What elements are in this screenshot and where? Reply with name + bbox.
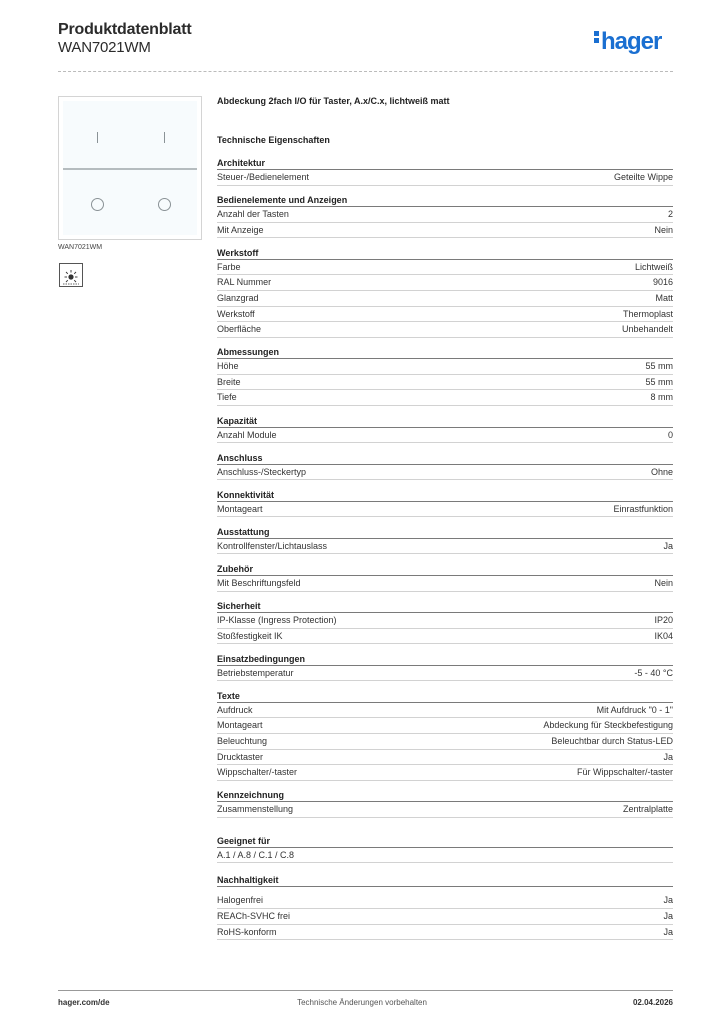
logo-text: hager bbox=[601, 28, 662, 55]
spec-label: Stoßfestigkeit IK bbox=[217, 630, 283, 641]
spec-section bbox=[217, 157, 673, 186]
spec-label: Tiefe bbox=[217, 392, 237, 403]
spec-value: Matt bbox=[655, 292, 673, 303]
spec-row bbox=[217, 750, 673, 766]
spec-label: Farbe bbox=[217, 261, 241, 272]
spec-section bbox=[217, 489, 673, 518]
spec-value: Lichtweiß bbox=[634, 261, 673, 272]
spec-value: Beleuchtbar durch Status-LED bbox=[551, 735, 673, 746]
spec-value: IK04 bbox=[654, 630, 673, 641]
section-heading: Texte bbox=[217, 690, 673, 703]
spec-section bbox=[217, 563, 673, 592]
spec-section bbox=[217, 247, 673, 338]
section-heading: Architektur bbox=[217, 157, 673, 170]
spec-label: Mit Anzeige bbox=[217, 224, 264, 235]
spec-label: Zusammenstellung bbox=[217, 804, 294, 815]
spec-label: Montageart bbox=[217, 720, 263, 731]
spec-value: Für Wippschalter/-taster bbox=[576, 767, 673, 778]
spec-value: Ja bbox=[663, 911, 673, 922]
page-title: Produktdatenblatt bbox=[58, 21, 192, 38]
spec-row bbox=[217, 539, 673, 555]
rocker-split-icon bbox=[63, 168, 197, 170]
spec-label: Werkstoff bbox=[217, 308, 255, 319]
spec-row bbox=[217, 666, 673, 682]
spec-row bbox=[217, 734, 673, 750]
spec-value: Geteilte Wippe bbox=[613, 172, 673, 182]
spec-row bbox=[217, 322, 673, 338]
product-code: WAN7021WM bbox=[58, 39, 151, 56]
spec-value: -5 - 40 °C bbox=[634, 667, 673, 678]
spec-section bbox=[217, 526, 673, 555]
spec-label: RoHS-konform bbox=[217, 926, 277, 937]
spec-value: Ja bbox=[663, 926, 673, 937]
section-heading: Kennzeichnung bbox=[217, 789, 673, 802]
spec-row bbox=[217, 170, 673, 186]
spec-row bbox=[217, 848, 673, 864]
sun-light-icon bbox=[59, 263, 83, 287]
section-heading: Bedienelemente und Anzeigen bbox=[217, 194, 673, 207]
spec-row bbox=[217, 613, 673, 629]
spec-label: Glanzgrad bbox=[217, 292, 259, 303]
spec-label: Steuer-/Bedienelement bbox=[217, 172, 310, 182]
section-heading: Nachhaltigkeit bbox=[217, 874, 673, 887]
spec-value: Nein bbox=[654, 224, 673, 235]
section-heading: Sicherheit bbox=[217, 600, 673, 613]
spec-value: IP20 bbox=[654, 615, 673, 625]
spec-label: Mit Beschriftungsfeld bbox=[217, 577, 301, 588]
spec-label: Betriebstemperatur bbox=[217, 667, 294, 678]
spec-row bbox=[217, 576, 673, 592]
spec-value: Unbehandelt bbox=[621, 324, 673, 335]
spec-value: 55 mm bbox=[645, 361, 673, 372]
spec-row bbox=[217, 275, 673, 291]
spec-label: Anschluss-/Steckertyp bbox=[217, 466, 307, 477]
spec-content bbox=[217, 96, 673, 940]
spec-row bbox=[217, 629, 673, 645]
rocker-symbol-left-icon bbox=[97, 132, 98, 143]
spec-row bbox=[217, 207, 673, 223]
spec-row bbox=[217, 375, 673, 391]
section-heading: Werkstoff bbox=[217, 247, 673, 260]
spec-row bbox=[217, 925, 673, 941]
spec-row bbox=[217, 802, 673, 818]
section-heading: Kapazität bbox=[217, 415, 673, 428]
spec-value: Nein bbox=[654, 577, 673, 588]
spec-label: Kontrollfenster/Lichtauslass bbox=[217, 540, 328, 551]
spec-label: Wippschalter/-taster bbox=[217, 767, 298, 778]
spec-value: Ja bbox=[663, 751, 673, 762]
spec-label: Drucktaster bbox=[217, 751, 264, 762]
section-heading: Anschluss bbox=[217, 452, 673, 465]
spec-label: Höhe bbox=[217, 361, 239, 372]
footer-website: hager.com/de bbox=[58, 998, 110, 1007]
spec-row bbox=[217, 465, 673, 481]
spec-label: Anzahl der Tasten bbox=[217, 209, 289, 220]
logo-colon-icon bbox=[594, 29, 599, 45]
spec-value: Abdeckung für Steckbefestigung bbox=[543, 720, 673, 731]
spec-value: Ja bbox=[663, 540, 673, 551]
section-heading: Abmessungen bbox=[217, 346, 673, 359]
spec-value: Ja bbox=[663, 895, 673, 906]
spec-row bbox=[217, 428, 673, 444]
spec-section bbox=[217, 415, 673, 444]
section-heading: Zubehör bbox=[217, 563, 673, 576]
spec-row bbox=[217, 359, 673, 375]
tech-heading: Technische Eigenschaften bbox=[217, 135, 330, 145]
footer-note: Technische Änderungen vorbehalten bbox=[297, 998, 427, 1007]
spec-row bbox=[217, 703, 673, 719]
spec-row bbox=[217, 893, 673, 909]
product-image bbox=[58, 96, 202, 240]
spec-label: Oberfläche bbox=[217, 324, 262, 335]
spec-row bbox=[217, 502, 673, 518]
spec-row bbox=[217, 223, 673, 239]
spec-label: Montageart bbox=[217, 503, 263, 514]
spec-row bbox=[217, 390, 673, 406]
spec-value: 55 mm bbox=[645, 376, 673, 387]
hager-logo bbox=[594, 28, 661, 56]
section-heading: Geeignet für bbox=[217, 835, 673, 848]
section-heading: Einsatzbedingungen bbox=[217, 653, 673, 666]
spec-row bbox=[217, 260, 673, 276]
spec-row bbox=[217, 909, 673, 925]
spec-value: Ohne bbox=[650, 466, 673, 477]
spec-value: 2 bbox=[667, 209, 673, 220]
header-divider bbox=[58, 71, 673, 72]
section-heading: Konnektivität bbox=[217, 489, 673, 502]
led-window-right-icon bbox=[158, 198, 171, 211]
spec-label: Anzahl Module bbox=[217, 429, 277, 440]
spec-row bbox=[217, 765, 673, 781]
spec-section bbox=[217, 653, 673, 682]
suitable-value: A.1 / A.8 / C.1 / C.8 bbox=[217, 849, 295, 860]
spec-section bbox=[217, 789, 673, 818]
spec-row bbox=[217, 307, 673, 323]
footer-date: 02.04.2026 bbox=[632, 998, 673, 1007]
spec-label: Aufdruck bbox=[217, 704, 253, 715]
spec-section bbox=[217, 452, 673, 481]
spec-value: Zentralplatte bbox=[622, 804, 673, 815]
spec-label: Halogenfrei bbox=[217, 895, 264, 906]
footer-divider bbox=[58, 990, 673, 991]
spec-row bbox=[217, 718, 673, 734]
spec-value: 0 bbox=[667, 429, 673, 440]
spec-label: REACh-SVHC frei bbox=[217, 911, 291, 922]
spec-value: 9016 bbox=[652, 277, 673, 288]
spec-label: Beleuchtung bbox=[217, 735, 268, 746]
spec-section bbox=[217, 600, 673, 644]
led-window-left-icon bbox=[91, 198, 104, 211]
rocker-symbol-right-icon bbox=[164, 132, 165, 143]
spec-label: Breite bbox=[217, 376, 241, 387]
suitable-section bbox=[217, 835, 673, 864]
spec-section bbox=[217, 346, 673, 406]
spec-section bbox=[217, 690, 673, 781]
image-caption: WAN7021WM bbox=[58, 244, 103, 251]
spec-value: 8 mm bbox=[650, 392, 673, 403]
spec-label: IP-Klasse (Ingress Protection) bbox=[217, 615, 337, 625]
spec-value: Einrastfunktion bbox=[613, 503, 673, 514]
spec-value: Thermoplast bbox=[622, 308, 673, 319]
spec-row bbox=[217, 291, 673, 307]
spec-section bbox=[217, 194, 673, 238]
product-description: Abdeckung 2fach I/O für Taster, A.x/C.x, lichtweiß matt bbox=[217, 96, 450, 106]
section-heading: Ausstattung bbox=[217, 526, 673, 539]
sustainability-section bbox=[217, 874, 673, 940]
spec-label: RAL Nummer bbox=[217, 277, 272, 288]
spec-value: Mit Aufdruck "0 - 1" bbox=[596, 704, 673, 715]
